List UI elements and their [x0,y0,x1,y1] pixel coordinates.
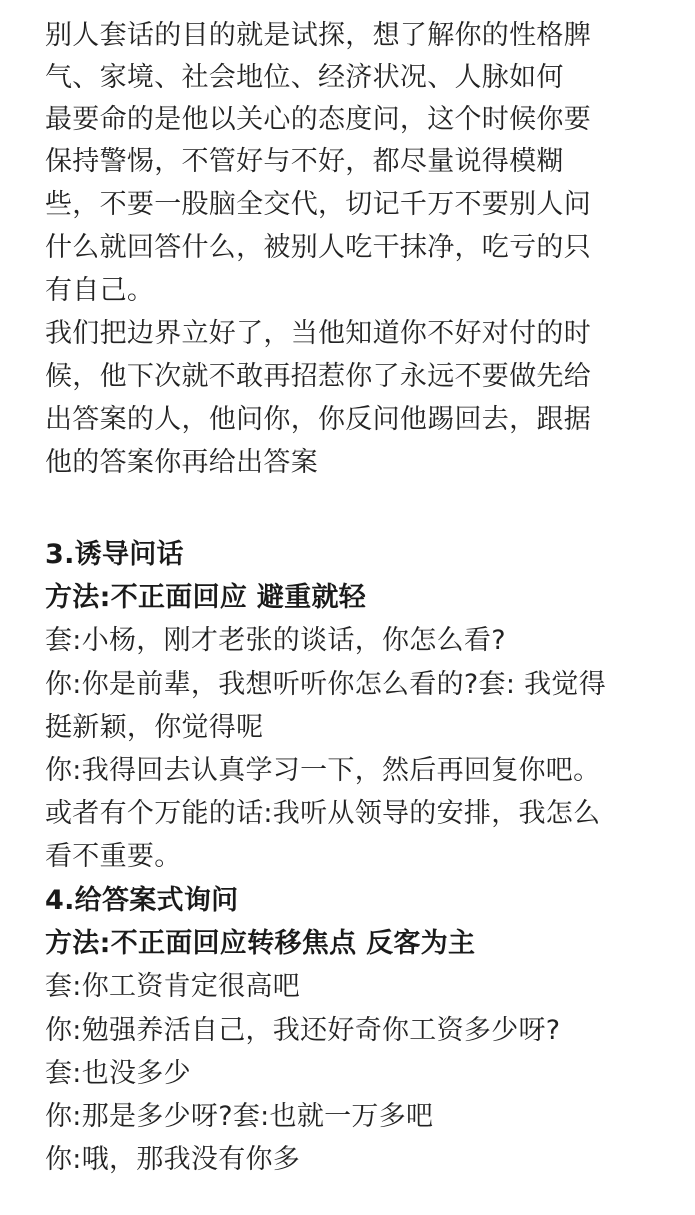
dialogue-line: 挺新颖，你觉得呢 [45,712,264,743]
text-line: 最要命的是他以关心的态度问，这个时候你要 [45,104,591,135]
dialogue-line: 套:你工资肯定很高吧 [45,971,301,1002]
text-line: 别人套话的目的就是试探，想了解你的性格脾 [45,20,591,51]
text-line: 他的答案你再给出答案 [45,447,318,478]
text-line: 些，不要一股脑全交代，切记千万不要别人问 [45,189,591,220]
section-heading: 4.给答案式询问 [45,885,239,916]
dialogue-line: 套:小杨，刚才老张的谈话，你怎么看? [45,625,506,656]
method-heading: 方法:不正面回应 避重就轻 [45,582,367,613]
dialogue-line: 你:那是多少呀?套:也就一万多吧 [45,1101,434,1132]
dialogue-line: 你:哦，那我没有你多 [45,1144,301,1175]
text-line: 什么就回答什么，被别人吃干抹净，吃亏的只 [45,232,591,263]
text-line: 保持警惕，不管好与不好，都尽量说得模糊 [45,146,564,177]
text-line: 出答案的人，他问你，你反问他踢回去，跟据 [45,404,591,435]
dialogue-line: 套:也没多少 [45,1058,191,1089]
dialogue-line: 看不重要。 [45,841,182,872]
text-line: 我们把边界立好了，当他知道你不好对付的时 [45,318,591,349]
dialogue-line: 或者有个万能的话:我听从领导的安排，我怎么 [45,798,601,829]
dialogue-line: 你:勉强养活自己，我还好奇你工资多少呀? [45,1015,561,1046]
section-heading: 3.诱导问话 [45,539,184,570]
dialogue-line: 你:你是前辈，我想听听你怎么看的?套: 我觉得 [45,669,607,700]
text-line: 有自己。 [45,275,155,306]
text-line: 气、家境、社会地位、经济状况、人脉如何 [45,62,564,93]
text-line: 候，他下次就不敢再招惹你了永远不要做先给 [45,361,591,392]
method-heading: 方法:不正面回应转移焦点 反客为主 [45,928,476,959]
dialogue-line: 你:我得回去认真学习一下，然后再回复你吧。 [45,755,601,786]
